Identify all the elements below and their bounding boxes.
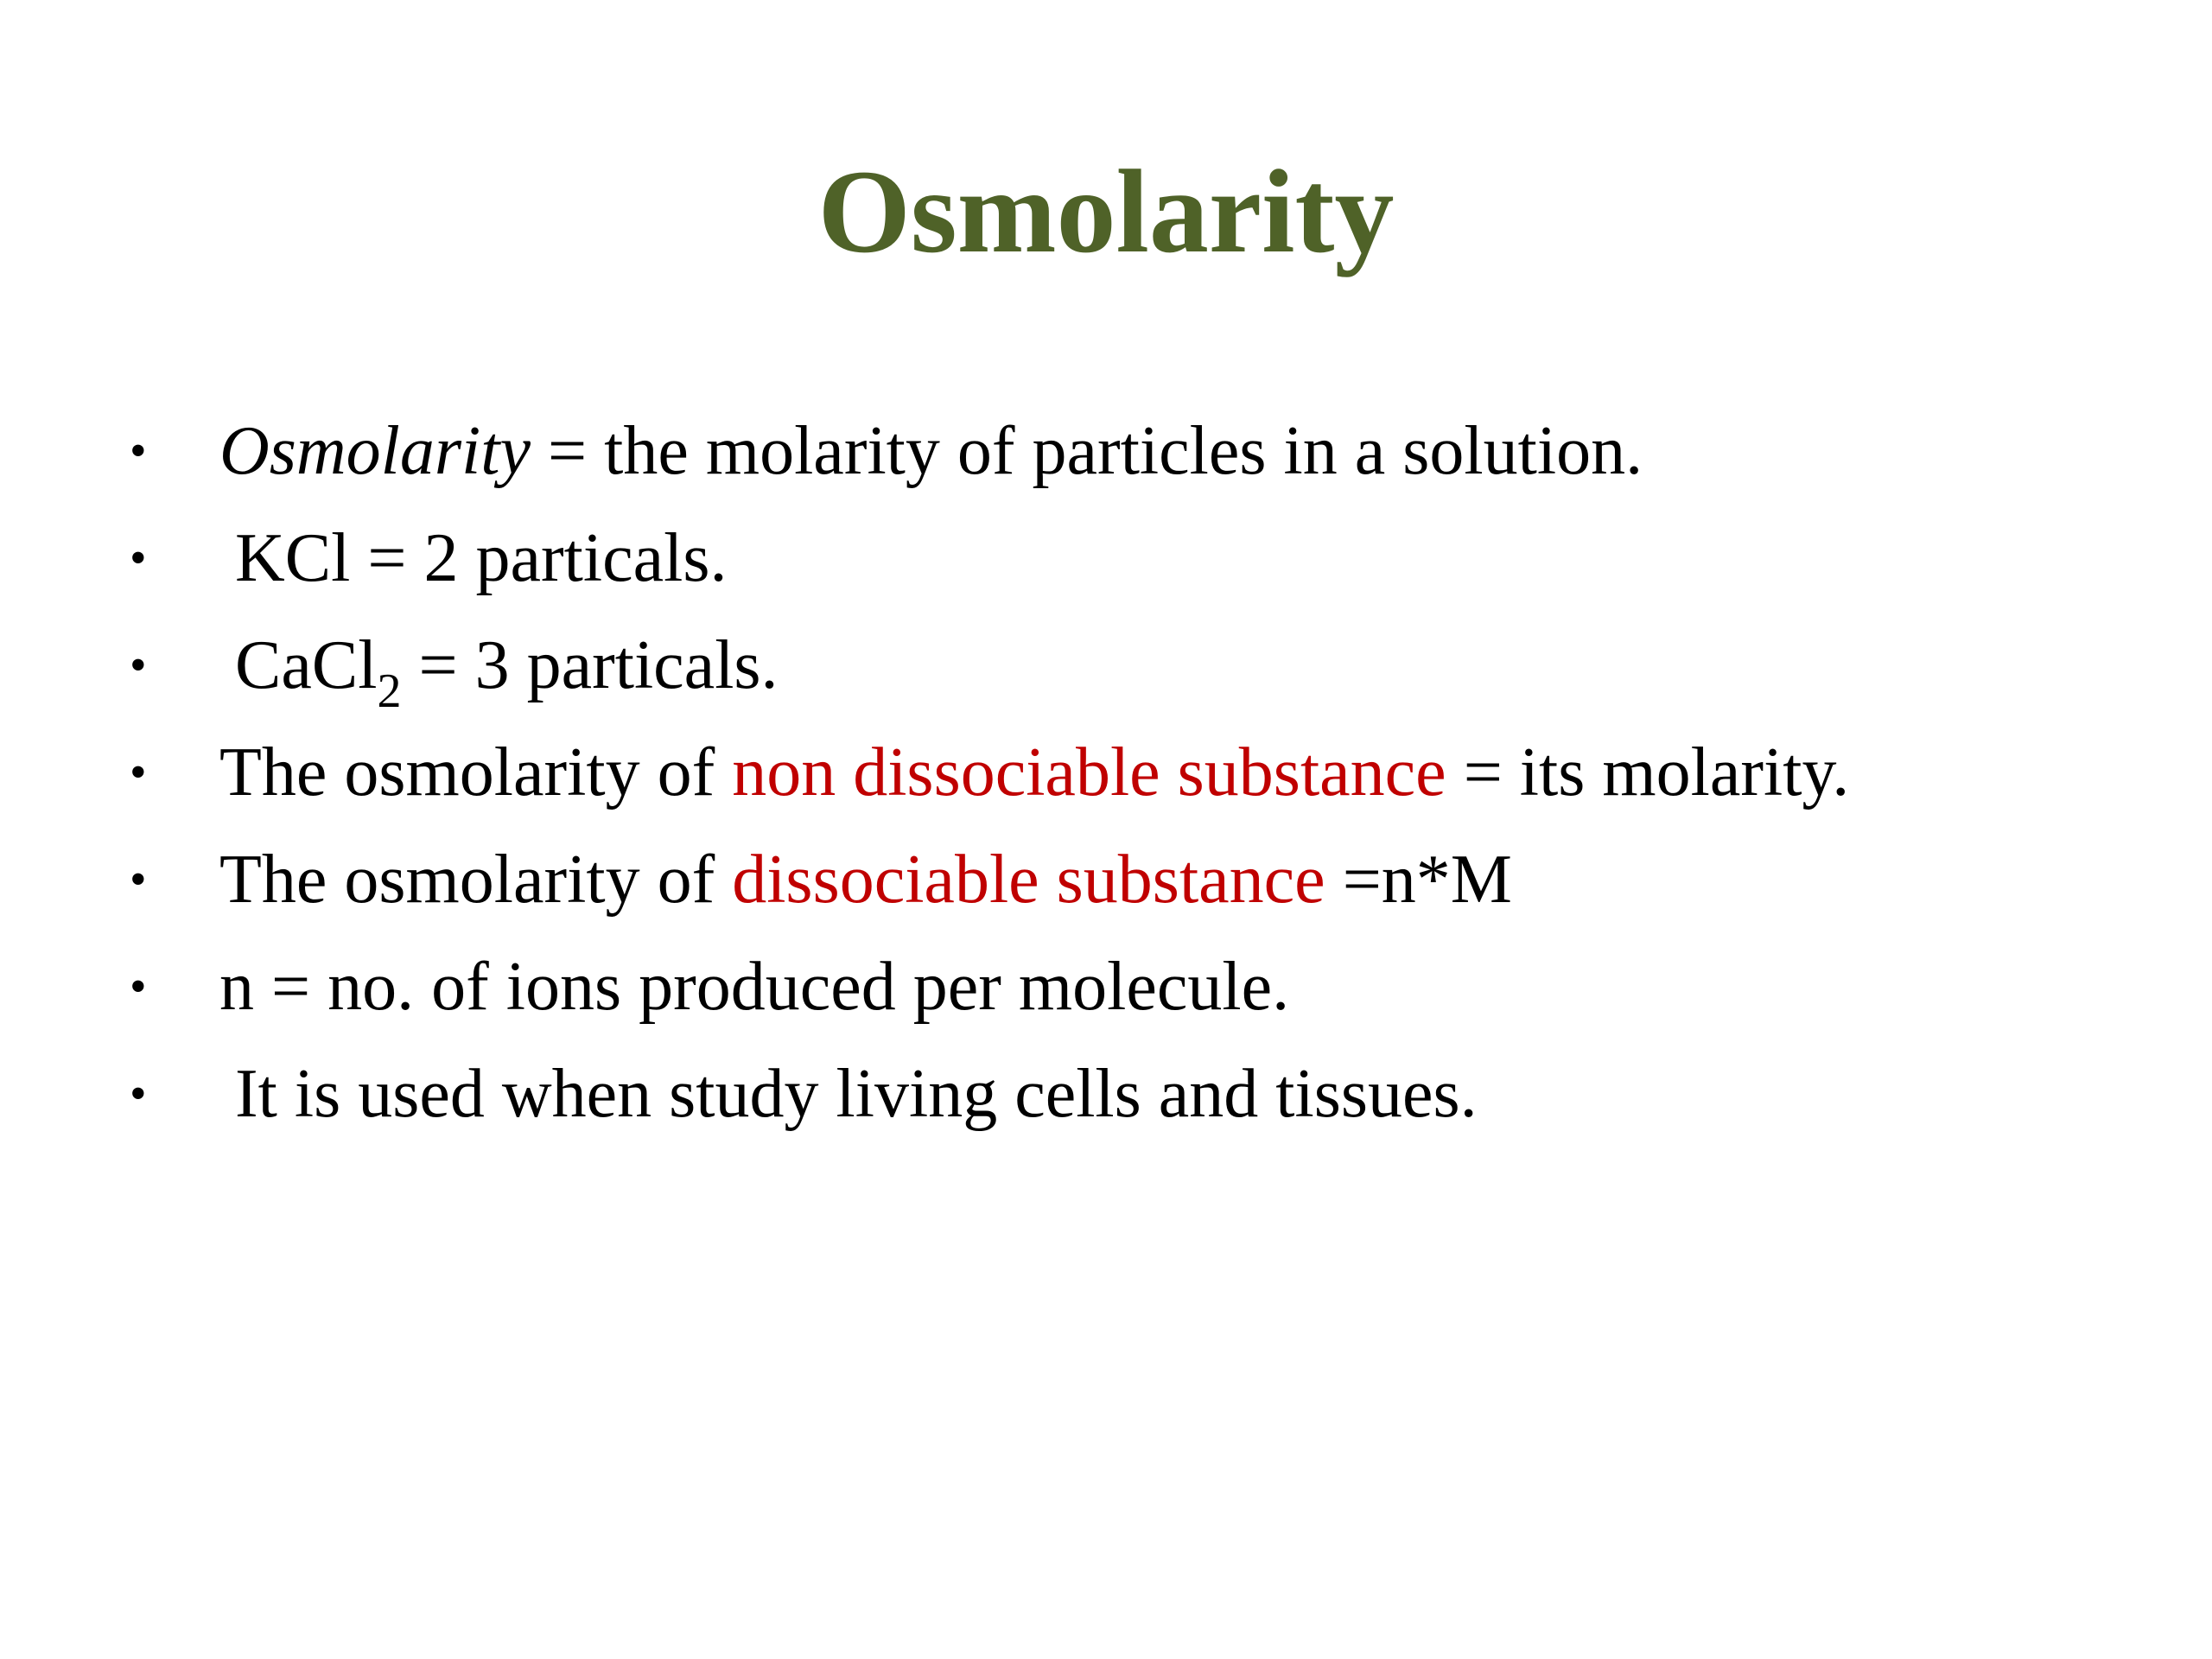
bullet-item-n-definition xyxy=(130,933,2117,1040)
bullet-text: It is used when study living cells and tissues. xyxy=(235,1056,1478,1132)
bullet-item-osmolarity-definition xyxy=(130,397,2117,505)
bullet-list xyxy=(130,397,2117,1147)
bullet-item-usage xyxy=(130,1040,2117,1147)
slide-title: Osmolarity xyxy=(817,145,1395,277)
bullet-text: KCl = 2 particals. xyxy=(235,520,728,596)
bullet-text xyxy=(219,719,1849,826)
definition-text: = the molarity of particles in a solution. xyxy=(531,413,1643,489)
bullet-text xyxy=(219,826,1512,933)
formula-subscript: 2 xyxy=(377,664,402,718)
bullet-dot: • xyxy=(130,1067,147,1121)
text-before: The osmolarity of xyxy=(219,734,733,810)
text-after: =n*M xyxy=(1325,842,1512,918)
bullet-dot: • xyxy=(130,853,147,906)
highlighted-term: non dissociable substance xyxy=(732,734,1446,810)
bullet-item-dissociable xyxy=(130,826,2117,933)
bullet-item-non-dissociable xyxy=(130,719,2117,826)
bullet-text xyxy=(235,612,779,726)
bullet-item-kcl xyxy=(130,505,2117,612)
highlighted-term: dissociable substance xyxy=(732,842,1325,918)
text-after: = its molarity. xyxy=(1446,734,1850,810)
bullet-dot: • xyxy=(130,424,147,478)
bullet-text xyxy=(219,397,1643,505)
bullet-dot: • xyxy=(130,531,147,585)
bullet-dot: • xyxy=(130,746,147,799)
formula-rest: = 3 particals. xyxy=(401,627,779,703)
bullet-dot: • xyxy=(130,960,147,1014)
bullet-item-cacl2 xyxy=(130,612,2117,719)
text-before: The osmolarity of xyxy=(219,842,733,918)
bullet-text: n = no. of ions produced per molecule. xyxy=(219,949,1290,1025)
defined-term: Osmolarity xyxy=(219,413,531,489)
formula-main: CaCl xyxy=(235,627,378,703)
bullet-dot: • xyxy=(130,639,147,692)
